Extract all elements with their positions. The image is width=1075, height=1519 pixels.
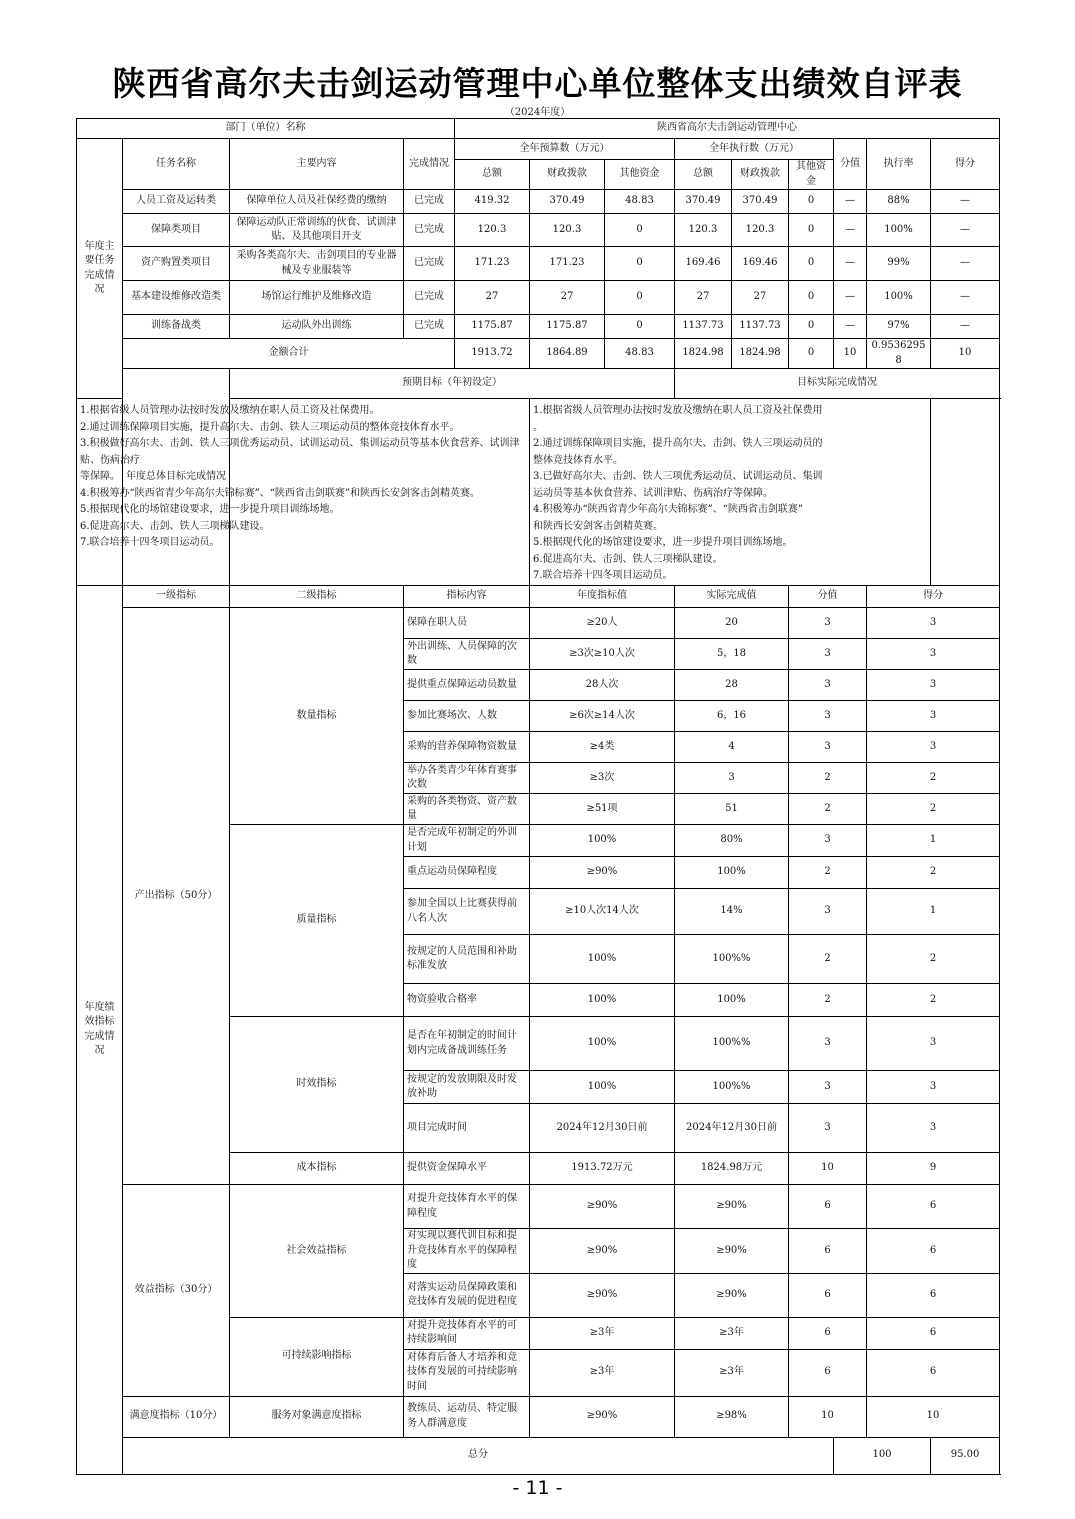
actual-goal-line: 6.促进高尔夫、击剑、铁人三项梯队建设。 <box>533 553 723 565</box>
indicator-actual: 4 <box>675 732 789 763</box>
actual-goal-line: 整体竞技体育水平。 <box>533 454 623 466</box>
exec-other: 0 <box>789 214 834 247</box>
indicator-value: 3 <box>789 639 867 670</box>
indicator-target: ≥90% <box>530 857 675 889</box>
task-score: — <box>931 281 1000 315</box>
indicator-actual: 51 <box>675 794 789 825</box>
indicator-value: 2 <box>789 984 867 1017</box>
indicator-row <box>77 1396 1000 1437</box>
indicator-content: 参加全国以上比赛获得前八名人次 <box>404 889 530 935</box>
indicator-score: 2 <box>867 984 1000 1017</box>
goal-content-row <box>77 399 1000 586</box>
task-content: 采购各类高尔夫、击剑项目的专业器械及专业服装等 <box>230 247 404 281</box>
indicator-value: 6 <box>789 1273 867 1317</box>
total-label: 总分 <box>123 1437 834 1474</box>
indicator-target: ≥90% <box>530 1273 675 1317</box>
indicator-value: 10 <box>789 1153 867 1185</box>
header-status: 完成情况 <box>404 139 455 190</box>
expected-goal-line: 4.积极筹办“陕西省青少年高尔夫锦标赛”、“陕西省击剑联赛”和陕西长安剑客击剑精英赛。 <box>80 487 480 499</box>
exec-total: 1137.73 <box>675 315 732 339</box>
actual-goal-header: 目标实际完成情况 <box>675 369 1000 399</box>
indicator-score: 3 <box>867 670 1000 701</box>
task-status: 已完成 <box>404 247 455 281</box>
exec-fiscal: 169.46 <box>732 247 789 281</box>
exec-fiscal: 1137.73 <box>732 315 789 339</box>
expected-goal-line: 3.积极做好高尔夫、击剑、铁人三项优秀运动员、试训运动员、集训运动员等基本伙食营养、试训津贴、伤病治疗 <box>80 438 520 466</box>
indicator-content: 外出训练、人员保障的次数 <box>404 639 530 670</box>
indicator-value: 10 <box>789 1396 867 1437</box>
indicator-actual: 5，18 <box>675 639 789 670</box>
task-row <box>77 214 1000 247</box>
task-score-value: — <box>834 190 867 214</box>
exec-fiscal: 27 <box>732 281 789 315</box>
indicator-score: 3 <box>867 1017 1000 1071</box>
sum-score: 10 <box>931 339 1000 369</box>
indicator-target: ≥3次 <box>530 763 675 794</box>
budget-other: 48.83 <box>605 190 675 214</box>
exec-total: 169.46 <box>675 247 732 281</box>
indicator-actual: 100% <box>675 984 789 1017</box>
sum-label: 金额合计 <box>123 339 455 369</box>
task-exec-rate: 100% <box>867 281 931 315</box>
indicator-value: 3 <box>789 889 867 935</box>
section1-label: 年度主要任务完成情况 <box>77 139 123 399</box>
indicator-content: 按规定的发放期限及时发放补助 <box>404 1071 530 1104</box>
indicator-actual: 100%% <box>675 935 789 984</box>
task-exec-rate: 99% <box>867 247 931 281</box>
header-exec-rate: 执行率 <box>867 139 931 190</box>
indicator-score: 10 <box>867 1396 1000 1437</box>
header-score-value: 分值 <box>834 139 867 190</box>
task-score-value: — <box>834 281 867 315</box>
task-score: — <box>931 315 1000 339</box>
indicator-value: 2 <box>789 763 867 794</box>
header-exec-other: 其他资金 <box>789 160 834 190</box>
exec-fiscal: 370.49 <box>732 190 789 214</box>
document-year: （2024年度） <box>504 107 571 118</box>
indicator-score: 3 <box>867 639 1000 670</box>
actual-goals <box>530 399 931 586</box>
indicator-value: 3 <box>789 1104 867 1153</box>
indicator-score: 2 <box>867 763 1000 794</box>
indicator-target: ≥90% <box>530 1229 675 1274</box>
header-actual-value: 实际完成值 <box>675 586 789 608</box>
indicator-target: ≥90% <box>530 1396 675 1437</box>
indicator-content: 参加比赛场次、人数 <box>404 701 530 732</box>
dept-value: 陕西省高尔夫击剑运动管理中心 <box>455 119 1000 139</box>
indicator-score: 3 <box>867 701 1000 732</box>
exec-total: 27 <box>675 281 732 315</box>
task-status: 已完成 <box>404 281 455 315</box>
expected-goal-line: 等保障。 <box>80 471 120 482</box>
budget-fiscal: 120.3 <box>530 214 605 247</box>
indicator-score: 6 <box>867 1185 1000 1229</box>
level1-benefit: 效益指标（30分） <box>123 1185 230 1397</box>
indicator-actual: 14% <box>675 889 789 935</box>
budget-total: 171.23 <box>455 247 530 281</box>
indicator-content: 提供资金保障水平 <box>404 1153 530 1185</box>
indicator-score: 9 <box>867 1153 1000 1185</box>
level2-timeliness: 时效指标 <box>230 1017 404 1153</box>
indicator-content: 保障在职人员 <box>404 608 530 639</box>
total-value: 100 <box>834 1437 931 1474</box>
budget-fiscal: 370.49 <box>530 190 605 214</box>
indicator-content: 提供重点保障运动员数量 <box>404 670 530 701</box>
indicator-score: 2 <box>867 794 1000 825</box>
indicator-target: 100% <box>530 1017 675 1071</box>
indicator-target: ≥10人次14人次 <box>530 889 675 935</box>
indicator-content: 教练员、运动员、特定服务人群满意度 <box>404 1396 530 1437</box>
indicator-score: 1 <box>867 825 1000 857</box>
task-exec-rate: 97% <box>867 315 931 339</box>
budget-other: 0 <box>605 281 675 315</box>
level2-sustain: 可持续影响指标 <box>230 1317 404 1396</box>
exec-other: 0 <box>789 281 834 315</box>
actual-goal-line: 。 <box>533 421 543 433</box>
indicator-content: 对落实运动员保障政策和竞技体育发展的促进程度 <box>404 1273 530 1317</box>
actual-goal-line: 7.联合培养十四冬项目运动员。 <box>533 570 673 581</box>
actual-goal-line: 和陕西长安剑客击剑精英赛。 <box>533 520 663 532</box>
actual-goal-line: 4.积极筹办“陕西省青少年高尔夫锦标赛”、“陕西省击剑联赛” <box>533 504 803 515</box>
indicator-value: 3 <box>789 1071 867 1104</box>
indicator-actual: 1824.98万元 <box>675 1153 789 1185</box>
actual-goal-line: 2.通过训练保障项目实施，提升高尔夫、击剑、铁人三项运动员的 <box>533 438 823 449</box>
exec-fiscal: 120.3 <box>732 214 789 247</box>
task-row <box>77 281 1000 315</box>
level2-quantity: 数量指标 <box>230 608 404 825</box>
indicator-value: 3 <box>789 701 867 732</box>
task-score-value: — <box>834 247 867 281</box>
indicator-actual: 28 <box>675 670 789 701</box>
indicator-target: ≥4类 <box>530 732 675 763</box>
indicator-target: ≥20人 <box>530 608 675 639</box>
indicator-content: 是否完成年初制定的外训计划 <box>404 825 530 857</box>
header-budget-total: 总额 <box>455 160 530 190</box>
task-status: 已完成 <box>404 190 455 214</box>
indicator-actual: 100% <box>675 857 789 889</box>
indicator-actual: 20 <box>675 608 789 639</box>
task-content: 运动队外出训练 <box>230 315 404 339</box>
indicator-content: 采购的各类物资、资产数量 <box>404 794 530 825</box>
header-budget-other: 其他资金 <box>605 160 675 190</box>
indicator-content: 采购的营养保障物资数量 <box>404 732 530 763</box>
indicator-content: 对实现以赛代训目标和提升竞技体育水平的保障程度 <box>404 1229 530 1274</box>
level1-satisfaction: 满意度指标（10分） <box>123 1396 230 1437</box>
expected-goal-line: 5.根据现代化的场馆建设要求，进一步提升项目训练场地。 <box>80 504 340 515</box>
task-score-value: — <box>834 214 867 247</box>
expected-goal-line: 2.通过训练保障项目实施，提升高尔夫、击剑、铁人三项运动员的整体竞技体育水平。 <box>80 421 460 433</box>
indicator-target: ≥3年 <box>530 1317 675 1349</box>
indicator-content: 举办各类青少年体育赛事次数 <box>404 763 530 794</box>
task-name: 人员工资及运转类 <box>123 190 230 214</box>
indicator-value: 3 <box>789 732 867 763</box>
indicator-score: 6 <box>867 1229 1000 1274</box>
indicator-row <box>77 1185 1000 1229</box>
indicator-value: 2 <box>789 794 867 825</box>
page-number: - 11 - <box>512 1477 563 1499</box>
indicator-score: 6 <box>867 1273 1000 1317</box>
indicator-score: 6 <box>867 1349 1000 1396</box>
task-content: 场馆运行维护及维修改造 <box>230 281 404 315</box>
task-exec-rate: 88% <box>867 190 931 214</box>
header-task-name: 任务名称 <box>123 139 230 190</box>
header-main-content: 主要内容 <box>230 139 404 190</box>
indicator-score: 2 <box>867 935 1000 984</box>
header-budget-fiscal: 财政拨款 <box>530 160 605 190</box>
budget-fiscal: 27 <box>530 281 605 315</box>
header-indicator-content: 指标内容 <box>404 586 530 608</box>
indicator-target: ≥90% <box>530 1185 675 1229</box>
task-name: 资产购置类项目 <box>123 247 230 281</box>
task-score-value: — <box>834 315 867 339</box>
indicator-score: 3 <box>867 1071 1000 1104</box>
indicator-value: 3 <box>789 608 867 639</box>
indicator-value: 2 <box>789 935 867 984</box>
level2-service: 服务对象满意度指标 <box>230 1396 404 1437</box>
task-exec-rate: 100% <box>867 214 931 247</box>
indicator-target: 1913.72万元 <box>530 1153 675 1185</box>
indicator-target: ≥51项 <box>530 794 675 825</box>
indicator-target: 100% <box>530 1071 675 1104</box>
indicator-value: 6 <box>789 1229 867 1274</box>
indicator-target: ≥3次≥10人次 <box>530 639 675 670</box>
indicator-row <box>77 608 1000 639</box>
indicator-content: 对提升竞技体育水平的可持续影响间 <box>404 1317 530 1349</box>
sum-budget-fiscal: 1864.89 <box>530 339 605 369</box>
expected-goal-line: 1.根据省级人员管理办法按时发放及缴纳在职人员工资及社保费用。 <box>80 405 380 416</box>
indicator-target: 2024年12月30日前 <box>530 1104 675 1153</box>
actual-goal-line: 5.根据现代化的场馆建设要求，进一步提升项目训练场地。 <box>533 537 793 548</box>
section2-label: 年度总体目标完成情况 <box>123 369 230 586</box>
budget-other: 0 <box>605 315 675 339</box>
indicator-score: 1 <box>867 889 1000 935</box>
document-title: 陕西省高尔夫击剑运动管理中心单位整体支出绩效自评表 <box>112 64 963 103</box>
actual-goal-line: 运动员等基本伙食营养、试训津贴、伤病治疗等保障。 <box>533 487 773 499</box>
indicator-actual: 100%% <box>675 1071 789 1104</box>
budget-fiscal: 1175.87 <box>530 315 605 339</box>
self-evaluation-table <box>76 118 1000 1475</box>
indicator-target: 28人次 <box>530 670 675 701</box>
budget-total: 1175.87 <box>455 315 530 339</box>
task-content: 保障单位人员及社保经费的缴纳 <box>230 190 404 214</box>
expected-goal-line: 6.促进高尔夫、击剑、铁人三项梯队建设。 <box>80 520 270 532</box>
header-indicator-value: 分值 <box>789 586 867 608</box>
section3-label: 年度绩效指标完成情况 <box>77 586 123 1475</box>
goal-header-row <box>77 369 1000 399</box>
indicator-content: 对体育后备人才培养和竞技体育发展的可持续影响时间 <box>404 1349 530 1396</box>
task-score: — <box>931 190 1000 214</box>
budget-total: 120.3 <box>455 214 530 247</box>
indicator-score: 3 <box>867 608 1000 639</box>
indicator-target: 100% <box>530 825 675 857</box>
indicator-content: 是否在年初制定的时间计划内完成备战训练任务 <box>404 1017 530 1071</box>
header-score: 得分 <box>931 139 1000 190</box>
indicator-content: 项目完成时间 <box>404 1104 530 1153</box>
expected-goal-line: 7.联合培养十四冬项目运动员。 <box>80 537 220 548</box>
indicator-value: 6 <box>789 1185 867 1229</box>
task-status: 已完成 <box>404 315 455 339</box>
header-level1: 一级指标 <box>123 586 230 608</box>
indicator-actual: 100%% <box>675 1017 789 1071</box>
task-content: 保障运动队正常训练的伙食、试训津贴、及其他项目开支 <box>230 214 404 247</box>
task-status: 已完成 <box>404 214 455 247</box>
indicator-actual: 6，16 <box>675 701 789 732</box>
indicator-actual: 3 <box>675 763 789 794</box>
total-row <box>77 1437 1000 1474</box>
indicator-actual: 2024年12月30日前 <box>675 1104 789 1153</box>
level2-cost: 成本指标 <box>230 1153 404 1185</box>
task-header-row-1 <box>77 139 1000 160</box>
indicator-target: 100% <box>530 984 675 1017</box>
task-name: 保障类项目 <box>123 214 230 247</box>
sum-exec-fiscal: 1824.98 <box>732 339 789 369</box>
budget-other: 0 <box>605 214 675 247</box>
task-name: 基本建设维修改造类 <box>123 281 230 315</box>
sum-exec-rate: 0.95362958 <box>867 339 931 369</box>
task-score: — <box>931 247 1000 281</box>
exec-other: 0 <box>789 190 834 214</box>
sum-exec-total: 1824.98 <box>675 339 732 369</box>
indicator-value: 3 <box>789 670 867 701</box>
indicator-content: 物资验收合格率 <box>404 984 530 1017</box>
exec-total: 370.49 <box>675 190 732 214</box>
indicator-content: 重点运动员保障程度 <box>404 857 530 889</box>
exec-other: 0 <box>789 247 834 281</box>
sum-budget-other: 48.83 <box>605 339 675 369</box>
indicator-value: 2 <box>789 857 867 889</box>
sum-budget-total: 1913.72 <box>455 339 530 369</box>
level1-output: 产出指标（50分） <box>123 608 230 1185</box>
header-budget-group: 全年预算数（万元） <box>455 139 675 160</box>
expected-goal-header: 预期目标（年初设定） <box>230 369 675 399</box>
header-exec-fiscal: 财政拨款 <box>732 160 789 190</box>
header-annual-target: 年度指标值 <box>530 586 675 608</box>
task-row <box>77 247 1000 281</box>
task-name: 训练备战类 <box>123 315 230 339</box>
indicator-actual: ≥90% <box>675 1229 789 1274</box>
indicator-score: 2 <box>867 857 1000 889</box>
header-indicator-score: 得分 <box>867 586 1000 608</box>
indicator-value: 6 <box>789 1317 867 1349</box>
header-exec-group: 全年执行数（万元） <box>675 139 834 160</box>
header-exec-total: 总额 <box>675 160 732 190</box>
budget-fiscal: 171.23 <box>530 247 605 281</box>
budget-total: 419.32 <box>455 190 530 214</box>
indicator-score: 6 <box>867 1317 1000 1349</box>
expected-goals <box>77 399 530 586</box>
level2-social: 社会效益指标 <box>230 1185 404 1318</box>
indicator-target: ≥3年 <box>530 1349 675 1396</box>
budget-other: 0 <box>605 247 675 281</box>
total-score: 95.00 <box>931 1437 1000 1474</box>
task-row <box>77 190 1000 214</box>
indicator-value: 6 <box>789 1349 867 1396</box>
task-score: — <box>931 214 1000 247</box>
exec-other: 0 <box>789 315 834 339</box>
indicator-header-row <box>77 586 1000 608</box>
indicator-content: 对提升竞技体育水平的保障程度 <box>404 1185 530 1229</box>
indicator-actual: 80% <box>675 825 789 857</box>
indicator-score: 3 <box>867 1104 1000 1153</box>
budget-total: 27 <box>455 281 530 315</box>
exec-total: 120.3 <box>675 214 732 247</box>
actual-goal-line: 1.根据省级人员管理办法按时发放及缴纳在职人员工资及社保费用 <box>533 405 823 416</box>
indicator-actual: ≥3年 <box>675 1317 789 1349</box>
dept-row <box>77 119 1000 139</box>
indicator-content: 按规定的人员范围和补助标准发放 <box>404 935 530 984</box>
indicator-actual: ≥90% <box>675 1273 789 1317</box>
indicator-actual: ≥98% <box>675 1396 789 1437</box>
indicator-value: 3 <box>789 825 867 857</box>
header-level2: 二级指标 <box>230 586 404 608</box>
task-row <box>77 315 1000 339</box>
level2-quality: 质量指标 <box>230 825 404 1017</box>
indicator-score: 3 <box>867 732 1000 763</box>
indicator-value: 3 <box>789 1017 867 1071</box>
task-sum-row <box>77 339 1000 369</box>
indicator-target: 100% <box>530 935 675 984</box>
indicator-actual: ≥3年 <box>675 1349 789 1396</box>
sum-exec-other: 0 <box>789 339 834 369</box>
dept-label: 部门（单位）名称 <box>77 119 455 139</box>
indicator-actual: ≥90% <box>675 1185 789 1229</box>
sum-score-value: 10 <box>834 339 867 369</box>
indicator-target: ≥6次≥14人次 <box>530 701 675 732</box>
actual-goal-line: 3.已做好高尔夫、击剑、铁人三项优秀运动员、试训运动员、集训 <box>533 471 823 482</box>
